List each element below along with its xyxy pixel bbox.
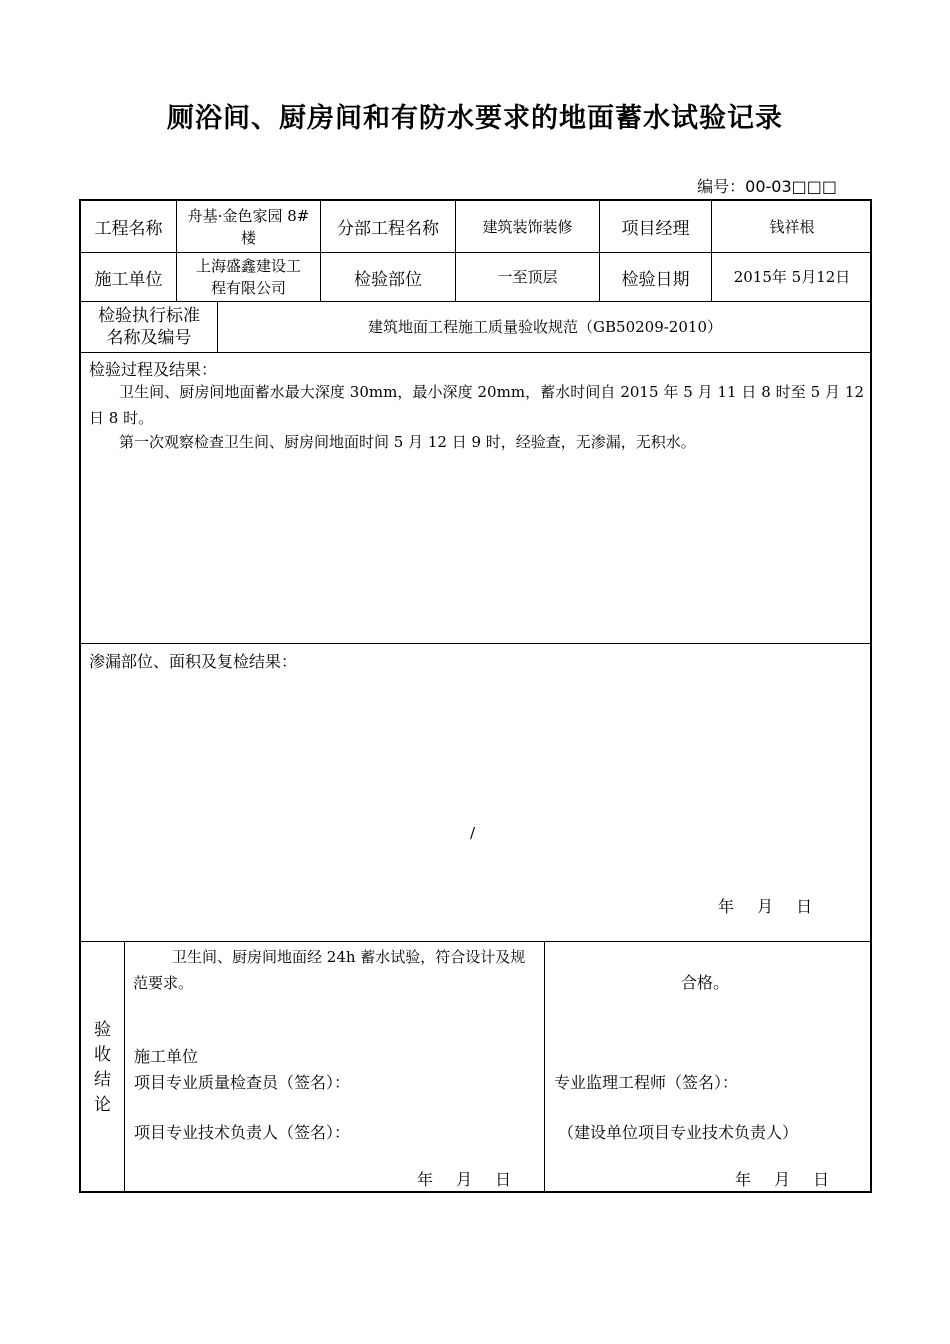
document-number: 编号：00-03□□□ [697, 177, 837, 196]
process-paragraph-1: 卫生间、厨房间地面蓄水最大深度 30mm，最小深度 20mm，蓄水时间自 2015 年 5 月 11 日 8 时至 5 月 12 日 8 时。 [89, 383, 864, 427]
leakage-content: / [470, 824, 476, 842]
process-paragraph-2: 第一次观察检查卫生间、厨房间地面时间 5 月 12 日 9 时，经验查，无渗漏，无积水。 [119, 433, 696, 451]
tech-lead-sign-label: 项目专业技术负责人（签名）： [134, 1123, 351, 1142]
sub-project-label: 分部工程名称 [321, 201, 456, 252]
inspection-form [79, 199, 872, 1193]
header-row-2 [81, 253, 870, 302]
conclusion-left-text: 卫生间、厨房间地面经 24h 蓄水试验，符合设计及规范要求。 [133, 948, 526, 992]
process-heading: 检验过程及结果： [89, 360, 218, 379]
quality-inspector-sign-label: 项目专业质量检查员（签名）： [134, 1073, 351, 1092]
conclusion-right-panel [545, 942, 872, 1193]
acceptance-result: 合格。 [681, 973, 730, 992]
inspection-date-label: 检验日期 [600, 253, 712, 301]
leakage-section [81, 644, 870, 942]
conclusion-section [81, 942, 870, 1193]
header-row-1 [81, 201, 870, 253]
leakage-date: 年 月 日 [718, 897, 813, 916]
manager-value: 钱祥根 [769, 217, 815, 236]
contractor-sign-label: 施工单位 [134, 1047, 199, 1066]
header-row-3 [81, 302, 870, 353]
manager-label: 项目经理 [600, 201, 712, 252]
location-value: 一至顶层 [456, 253, 600, 301]
standard-label: 检验执行标准名称及编号 [81, 302, 218, 352]
location-label: 检验部位 [321, 253, 456, 301]
leakage-heading: 渗漏部位、面积及复检结果： [89, 652, 298, 671]
standard-value: 建筑地面工程施工质量验收规范（GB50209-2010） [368, 318, 722, 336]
page-title: 厕浴间、厨房间和有防水要求的地面蓄水试验记录 [167, 103, 783, 134]
right-sign-date: 年 月 日 [735, 1170, 830, 1189]
sub-project-value: 建筑装饰装修 [456, 201, 600, 252]
inspection-date-value: 2015年 5月12日 [733, 268, 851, 286]
contractor-label: 施工单位 [81, 253, 177, 301]
conclusion-left-panel [125, 942, 545, 1193]
project-name-value: 舟基·金色家园 8#楼 [177, 201, 321, 252]
owner-representative-label: （建设单位项目专业技术负责人） [558, 1123, 799, 1142]
conclusion-side-label: 验收结论 [81, 942, 125, 1193]
left-sign-date: 年 月 日 [417, 1170, 512, 1189]
supervisor-sign-label: 专业监理工程师（签名）： [554, 1073, 739, 1092]
contractor-value: 上海盛鑫建设工程有限公司 [177, 253, 321, 301]
process-section [81, 353, 870, 644]
project-name-label: 工程名称 [81, 201, 177, 252]
